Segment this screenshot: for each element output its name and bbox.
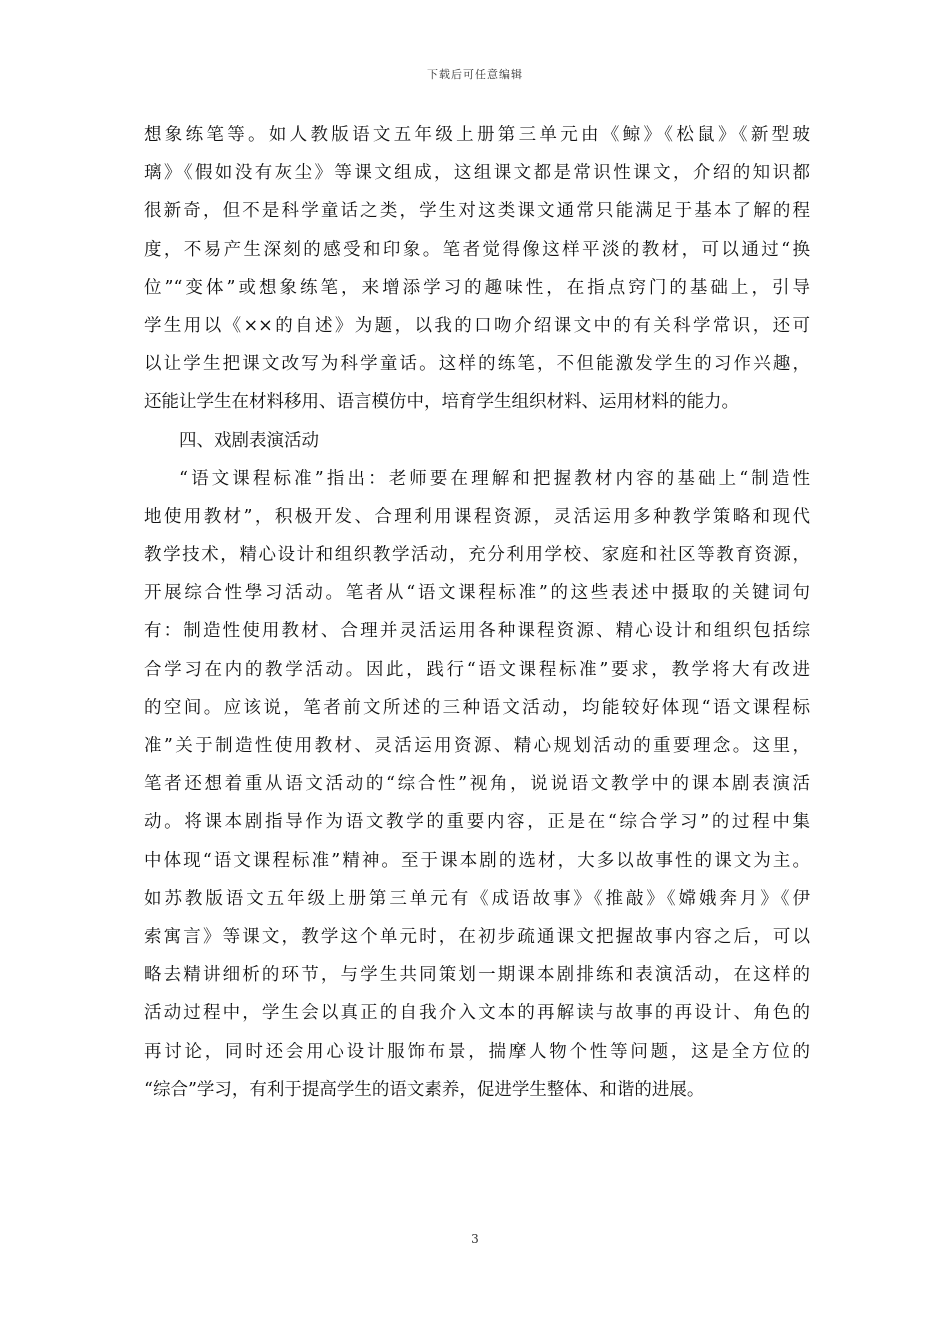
text-line: 度，不易产生深刻的感受和印象。笔者觉得像这样平淡的教材，可以通过“换 xyxy=(144,239,810,260)
section-heading: 四、戏剧表演活动 xyxy=(179,430,319,451)
text-line: 笔者还想着重从语文活动的“综合性”视角，说说语文教学中的课本剧表演活 xyxy=(144,774,810,795)
text-line: “语文课程标准”指出：老师要在理解和把握教材内容的基础上“制造性 xyxy=(179,468,810,489)
text-line: 开展综合性學习活动。笔者从“语文课程标准”的这些表述中摄取的关键词句 xyxy=(144,583,810,604)
page-number: 3 xyxy=(471,1232,479,1246)
text-line: 再讨论，同时还会用心设计服饰布景，揣摩人物个性等问题，这是全方位的 xyxy=(144,1041,810,1062)
text-line: 位”“变体”或想象练笔，来增添学习的趣味性，在指点窍门的基础上，引导 xyxy=(144,277,810,298)
text-line: 中体现“语文课程标准”精神。至于课本剧的选材，大多以故事性的课文为主。 xyxy=(144,850,810,871)
text-line: 以让学生把课文改写为科学童话。这样的练笔，不但能激发学生的习作兴趣， xyxy=(144,354,810,375)
text-line: 准”关于制造性使用教材、灵活运用资源、精心规划活动的重要理念。这里， xyxy=(144,736,810,756)
text-line: 学生用以《××的自述》为题，以我的口吻介绍课文中的有关科学常识，还可 xyxy=(144,315,810,336)
text-line: “综合”学习，有利于提高学生的语文素养，促进学生整体、和谐的进展。 xyxy=(144,1079,705,1100)
text-line: 合学习在内的教学活动。因此，践行“语文课程标准”要求，教学将大有改进 xyxy=(144,659,810,680)
page-header: 下载后可任意编辑 xyxy=(427,68,523,81)
text-line: 很新奇，但不是科学童话之类，学生对这类课文通常只能满足于基本了解的程 xyxy=(144,201,810,222)
text-line: 地使用教材”，积极开发、合理利用课程资源，灵活运用多种教学策略和现代 xyxy=(144,506,810,527)
text-line: 如苏教版语文五年级上册第三单元有《成语故事》《推敲》《嫦娥奔月》《伊 xyxy=(144,888,810,909)
text-line: 动。将课本剧指导作为语文教学的重要内容，正是在“综合学习”的过程中集 xyxy=(144,812,810,833)
text-line: 索寓言》等课文，教学这个单元时，在初步疏通课文把握故事内容之后，可以 xyxy=(144,926,810,947)
text-line: 活动过程中，学生会以真正的自我介入文本的再解读与故事的再设计、角色的 xyxy=(144,1003,810,1024)
text-line: 有：制造性使用教材、合理并灵活运用各种课程资源、精心设计和组织包括综 xyxy=(144,621,810,642)
text-line: 璃》《假如没有灰尘》等课文组成，这组课文都是常识性课文，介绍的知识都 xyxy=(144,163,810,184)
text-line: 的空间。应该说，笔者前文所述的三种语文活动，均能较好体现“语文课程标 xyxy=(144,697,810,718)
text-line: 教学技术，精心设计和组织教学活动，充分利用学校、家庭和社区等教育资源， xyxy=(144,545,810,566)
text-line: 略去精讲细析的环节，与学生共同策划一期课本剧排练和表演活动，在这样的 xyxy=(144,965,810,986)
document-body xyxy=(144,116,810,1109)
text-line: 还能让学生在材料移用、语言模仿中，培育学生组织材料、运用材料的能力。 xyxy=(144,392,739,413)
text-line: 想象练笔等。如人教版语文五年级上册第三单元由《鲸》《松鼠》《新型玻 xyxy=(144,125,810,145)
